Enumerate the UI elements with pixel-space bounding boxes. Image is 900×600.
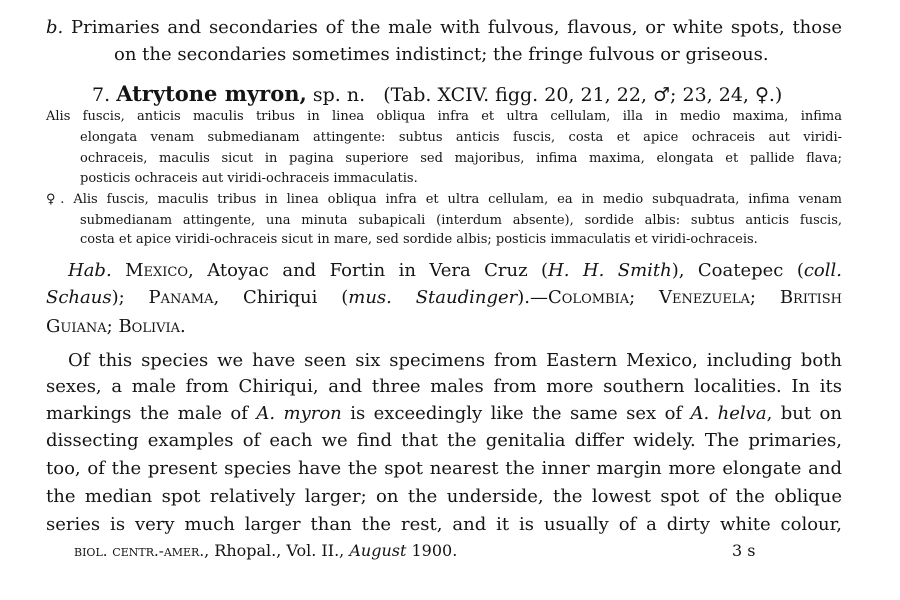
collection-label: coll. xyxy=(803,260,842,281)
locality-venezuela: Venezuela xyxy=(659,287,750,308)
species-myron: A. myron xyxy=(256,403,342,424)
key-letter: b. xyxy=(46,17,64,38)
discussion-line-1: Of this species we have seen six specimens from Eastern Mexico, including both xyxy=(68,350,842,371)
locality-colombia: Colombia xyxy=(548,287,630,308)
key-b-text-2: on the secondaries sometimes indistinct; the fringe fulvous or griseous. xyxy=(114,44,769,65)
male-desc-line-4: posticis ochraceis aut viridi-ochraceis immaculatis. xyxy=(80,171,418,186)
collector-smith: H. H. Smith xyxy=(548,260,672,281)
species-number: 7. xyxy=(92,84,111,106)
discussion-line-7: series is very much larger than the rest, and it is usually of a dirty white colour, xyxy=(46,514,842,535)
discussion-line-5: too, of the present species have the spot nearest the inner margin more elongate and xyxy=(46,458,842,479)
female-desc-line-3: costa et apice viridi-ochraceis sicut in mare, sed sordide albis; posticis immaculatis et viridi-ochraceis. xyxy=(80,232,758,247)
species-status: sp. n. xyxy=(312,84,366,106)
museum-staudinger: mus. Staudinger xyxy=(348,287,518,308)
locality-mexico: Mexico xyxy=(125,260,189,281)
discussion-line-3: markings the male of A. myron is exceedingly like the same sex of A. helva, but on xyxy=(46,403,842,424)
locality-bolivia: Bolivia xyxy=(118,316,181,337)
habitat-line-3: Guiana; Bolivia. xyxy=(46,316,186,337)
discussion-line-6: the median spot relatively larger; on the underside, the lowest spot of the oblique xyxy=(46,486,842,507)
male-desc-line-3: ochraceis, maculis sicut in pagina superiore sed majoribus, infima maxima, elongata et pallide flava; xyxy=(80,151,842,166)
locality-guiana: Guiana xyxy=(46,316,107,337)
male-desc-line-2: elongata venam submedianam attingente: subtus anticis fuscis, costa et apice ochraceis aut viridi- xyxy=(80,130,842,145)
page-footer: biol. centr.-amer., Rhopal., Vol. II., August 1900. xyxy=(74,541,458,560)
species-helva: A. helva xyxy=(690,403,767,424)
locality-british: British xyxy=(779,287,843,308)
key-b-text-1: Primaries and secondaries of the male with fulvous, flavous, or white spots, those xyxy=(71,17,842,38)
female-desc-line-1: ♀. Alis fuscis, maculis tribus in linea obliqua infra et ultra cellulam, ea in medio subquadrata, infima venam xyxy=(46,192,842,207)
journal-name: biol. centr.-amer. xyxy=(74,542,205,560)
discussion-line-2: sexes, a male from Chiriqui, and three males from more southern localities. In its xyxy=(46,376,842,397)
habitat-line-1: Hab. Mexico, Atoyac and Fortin in Vera Cruz (H. H. Smith), Coatepec (coll. xyxy=(68,260,842,281)
habitat-line-2: Schaus); Panama, Chiriqui (mus. Staudinger).—Colombia; Venezuela; British xyxy=(46,287,843,308)
collector-schaus: Schaus xyxy=(46,287,112,308)
publication-year: 1900. xyxy=(411,541,458,560)
species-heading xyxy=(92,81,782,106)
key-b-line-1 xyxy=(46,17,842,38)
signature-mark: 3 s xyxy=(732,541,756,560)
female-desc-line-2: submedianam attingente, una minuta subapicali (interdum absente), sordide albis: subtus anticis fuscis, xyxy=(80,213,842,228)
locality-panama: Panama xyxy=(148,287,214,308)
discussion-line-4: dissecting examples of each we find that the genitalia differ widely. The primaries, xyxy=(46,430,842,451)
plate-reference: (Tab. XCIV. figg. 20, 21, 22, ♂; 23, 24, ♀.) xyxy=(383,84,783,106)
male-desc-line-1: Alis fuscis, anticis maculis tribus in linea obliqua infra et ultra cellulam, illa in medio maxima, infima xyxy=(46,109,842,124)
key-b-line-2 xyxy=(114,44,769,65)
species-name: Atrytone myron, xyxy=(116,81,307,106)
female-symbol: ♀. xyxy=(46,192,65,207)
hab-label: Hab. xyxy=(68,260,112,281)
publication-date: August xyxy=(349,541,407,560)
